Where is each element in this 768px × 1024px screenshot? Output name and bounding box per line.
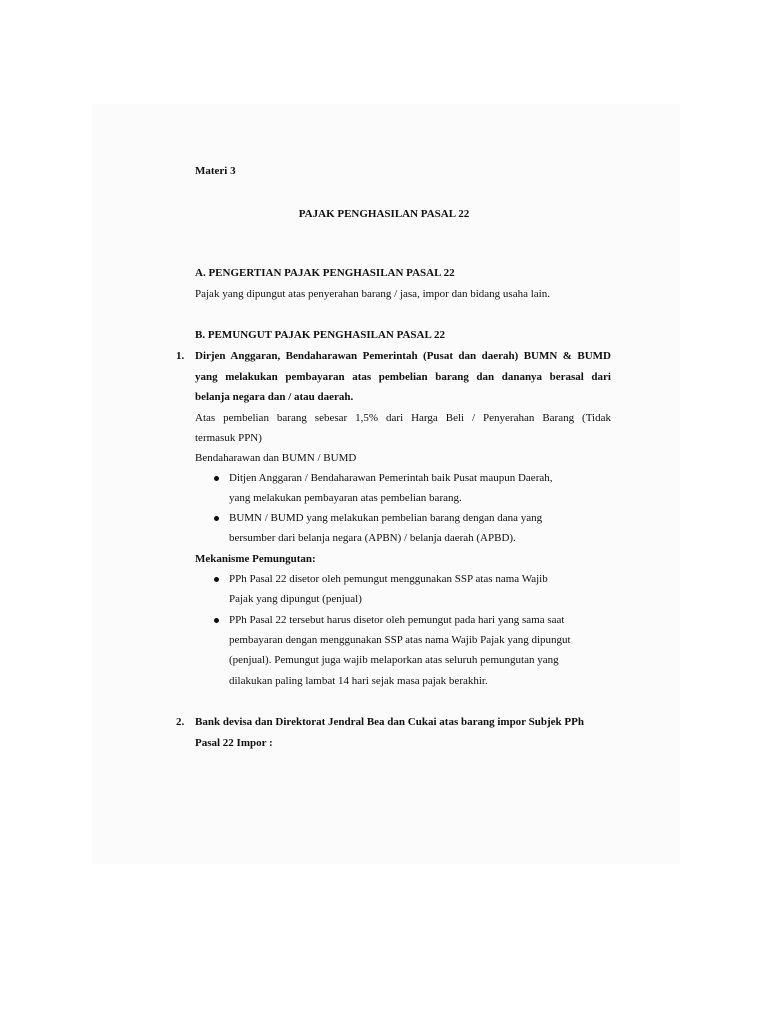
bullet-item-line: yang melakukan pembayaran atas pembelian barang. <box>229 492 462 504</box>
bullet-icon <box>214 618 219 623</box>
section-a-heading: A. PENGERTIAN PAJAK PENGHASILAN PASAL 22 <box>195 267 455 279</box>
document-title: PAJAK PENGHASILAN PASAL 22 <box>298 208 470 220</box>
mekanisme-item-line: PPh Pasal 22 disetor oleh pemungut menggunakan SSP atas nama Wajib <box>229 573 548 585</box>
mekanisme-heading: Mekanisme Pemungutan: <box>195 553 316 565</box>
materi-label: Materi 3 <box>195 165 236 177</box>
mekanisme-item-line: dilakukan paling lambat 14 hari sejak masa pajak berakhir. <box>229 675 488 687</box>
item-1-heading-line: yang melakukan pembayaran atas pembelian barang dan dananya berasal dari <box>195 371 611 383</box>
item-2-number: 2. <box>176 716 185 728</box>
section-a-text: Pajak yang dipungut atas penyerahan barang / jasa, impor dan bidang usaha lain. <box>195 288 550 300</box>
item-2-heading-line: Bank devisa dan Direktorat Jendral Bea dan Cukai atas barang impor Subjek PPh <box>195 716 584 728</box>
mekanisme-item-line: pembayaran dengan menggunakan SSP atas nama Wajib Pajak yang dipungut <box>229 634 571 646</box>
bullet-icon <box>214 516 219 521</box>
mekanisme-item-line: PPh Pasal 22 tersebut harus disetor oleh pemungut pada hari yang sama saat <box>229 614 565 626</box>
section-b-heading: B. PEMUNGUT PAJAK PENGHASILAN PASAL 22 <box>195 329 445 341</box>
bullet-item-line: Ditjen Anggaran / Bendaharawan Pemerintah baik Pusat maupun Daerah, <box>229 472 553 484</box>
item-1-number: 1. <box>176 350 185 362</box>
bullet-icon <box>214 476 219 481</box>
item-1-rate-text: Atas pembelian barang sebesar 1,5% dari Harga Beli / Penyerahan Barang (Tidak <box>195 412 611 424</box>
mekanisme-item-line: (penjual). Pemungut juga wajib melaporkan atas seluruh pemungutan yang <box>229 654 559 666</box>
item-2-heading-line: Pasal 22 Impor : <box>195 737 273 749</box>
bullet-item-line: bersumber dari belanja negara (APBN) / belanja daerah (APBD). <box>229 532 516 544</box>
mekanisme-item-line: Pajak yang dipungut (penjual) <box>229 593 362 605</box>
item-1-heading-line: belanja negara dan / atau daerah. <box>195 391 354 403</box>
bullet-icon <box>214 577 219 582</box>
item-1-rate-text: termasuk PPN) <box>195 432 262 444</box>
bullet-item-line: BUMN / BUMD yang melakukan pembelian barang dengan dana yang <box>229 512 543 524</box>
item-1-heading-line: Dirjen Anggaran, Bendaharawan Pemerintah (Pusat dan daerah) BUMN & BUMD <box>195 350 611 362</box>
item-1-subheading: Bendaharawan dan BUMN / BUMD <box>195 452 357 464</box>
